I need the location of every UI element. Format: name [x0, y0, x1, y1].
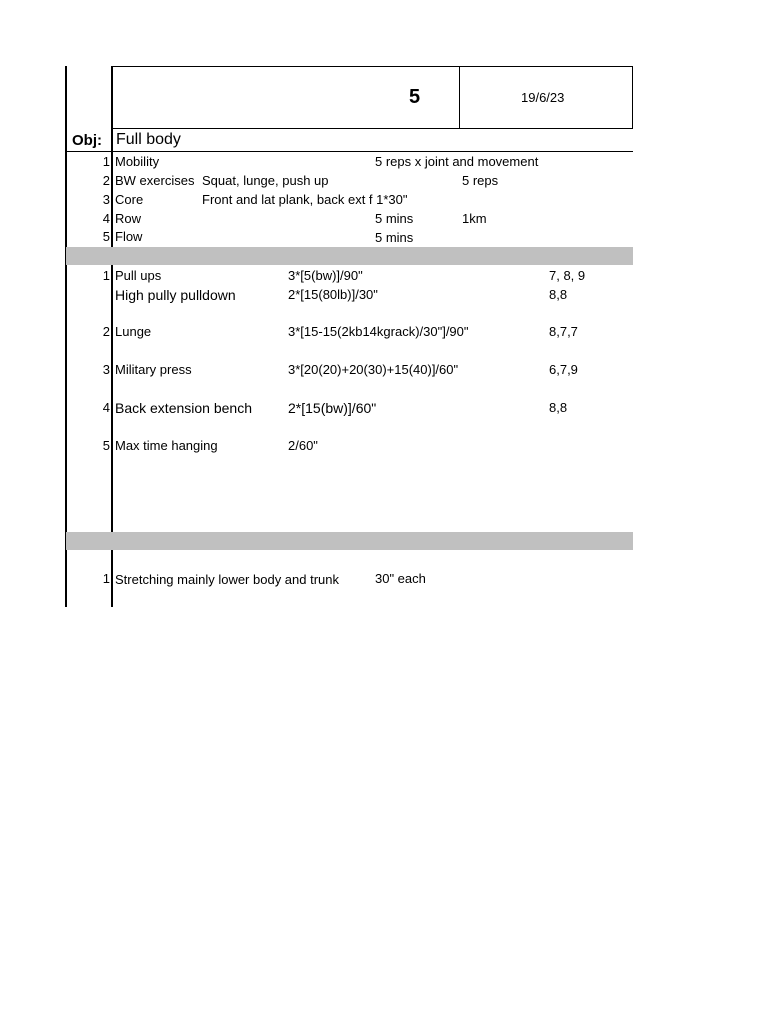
header-divider [459, 66, 460, 129]
main-rpe: 8,7,7 [549, 324, 578, 339]
warmup-row-number: 3 [102, 192, 110, 207]
objective-bottom-border [66, 151, 633, 152]
cooldown-exercise: Stretching mainly lower body and trunk [115, 572, 340, 587]
warmup-exercise: Flow [115, 229, 143, 244]
warmup-prescription: 5 mins [375, 230, 414, 245]
main-prescription: 3*[5(bw)]/90" [288, 268, 363, 283]
main-rpe: 8,8 [549, 400, 568, 415]
main-exercise: High pully pulldown [115, 287, 236, 303]
warmup-prescription: 5 reps x joint and movement [375, 154, 539, 169]
main-row-number: 3 [102, 362, 110, 377]
main-rpe: 7, 8, 9 [549, 268, 586, 283]
warmup-prescription: 5 mins [375, 211, 414, 226]
warmup-detail: Front and lat plank, back ext f 1*30" [202, 192, 408, 207]
main-prescription: 2/60" [288, 438, 318, 453]
main-prescription: 2*[15(bw)]/60" [288, 400, 377, 416]
header-right-border [632, 66, 633, 129]
main-exercise: Back extension bench [115, 400, 252, 416]
header-bottom-border [111, 128, 633, 129]
main-row-number: 5 [102, 438, 110, 453]
warmup-row-number: 1 [102, 154, 110, 169]
main-exercise: Military press [115, 362, 192, 377]
main-prescription: 2*[15(80lb)]/30" [288, 287, 378, 302]
number-column-border [111, 66, 113, 607]
main-exercise: Max time hanging [115, 438, 218, 453]
main-rpe: 6,7,9 [549, 362, 578, 377]
session-number: 5 [409, 86, 421, 108]
warmup-exercise: Mobility [115, 154, 160, 169]
main-row-number: 1 [102, 268, 110, 283]
cooldown-prescription: 30" each [375, 571, 426, 586]
main-rpe: 8,8 [549, 287, 568, 302]
main-prescription: 3*[20(20)+20(30)+15(40)]/60" [288, 362, 459, 377]
section-divider-main [66, 247, 633, 265]
warmup-row-number: 4 [102, 211, 110, 226]
session-date: 19/6/23 [521, 90, 565, 105]
objective-value: Full body [116, 131, 181, 148]
section-divider-cooldown [66, 532, 633, 550]
header-top-border [111, 66, 633, 67]
warmup-row-number: 2 [102, 173, 110, 188]
objective-label: Obj: [72, 132, 102, 149]
warmup-exercise: Row [115, 211, 142, 226]
warmup-row-number: 5 [102, 229, 110, 244]
cooldown-row-number: 1 [102, 571, 110, 586]
main-row-number: 2 [102, 324, 110, 339]
warmup-exercise: BW exercises [115, 173, 195, 188]
warmup-detail: Squat, lunge, push up [202, 173, 329, 188]
main-row-number: 4 [102, 400, 110, 415]
main-prescription: 3*[15-15(2kb14kgrack)/30"]/90" [288, 324, 469, 339]
warmup-extra: 5 reps [462, 173, 499, 188]
main-exercise: Lunge [115, 324, 152, 339]
warmup-exercise: Core [115, 192, 144, 207]
warmup-extra: 1km [462, 211, 487, 226]
main-exercise: Pull ups [115, 268, 162, 283]
